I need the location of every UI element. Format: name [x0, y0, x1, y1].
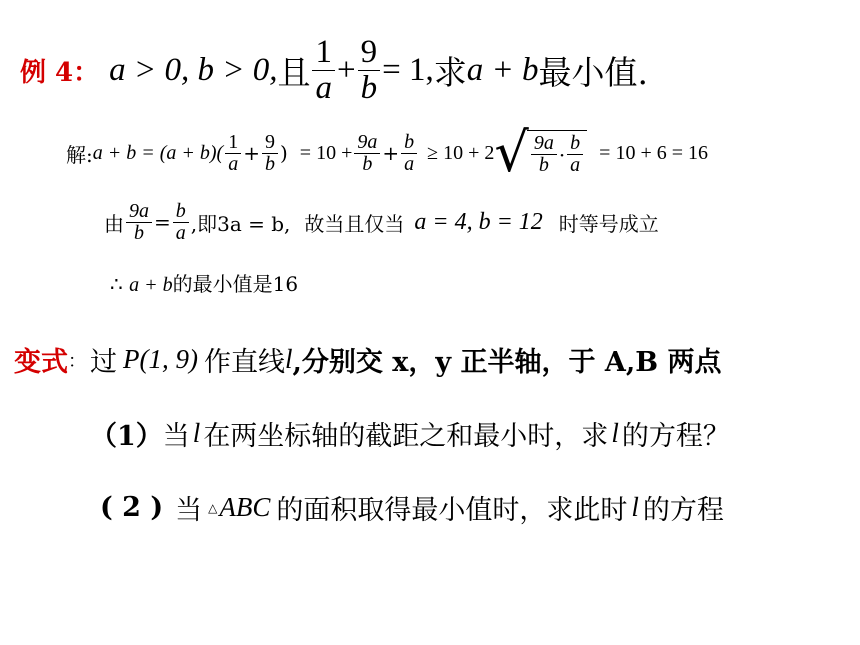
solution2-eq: =: [154, 210, 171, 234]
solution2-values: a = 4, b = 12: [414, 208, 543, 235]
solution-lead: 解:: [66, 142, 93, 167]
q1-t3: 的方程？: [621, 421, 730, 452]
example-cond1: a > 0, b > 0,: [109, 51, 278, 88]
example-ask-prefix: 求: [433, 52, 467, 92]
solution2-you: 由: [104, 211, 124, 236]
sqrt-icon: √: [494, 121, 529, 184]
solution-frac-1: $\frac{1}{a}$: [225, 132, 241, 175]
solution3-text: 的最小值是16: [172, 272, 299, 296]
variant-rest: 作直线: [203, 347, 285, 378]
solution-line-1: [66, 118, 708, 188]
q2-t2: 的面积取得最小值时，求此时: [276, 495, 628, 526]
q2-number: ( 2 ): [100, 492, 164, 523]
example-plus: +: [336, 51, 356, 88]
solution-line-2: [104, 190, 659, 254]
example-frac-2: $\frac{9}{b}$: [358, 35, 381, 105]
solution-frac-3: $\frac{9a}{b}$: [354, 132, 380, 175]
solution-radicand: $\frac{9a}{b}$ · $\frac{b}{a}$: [527, 130, 587, 176]
solution-plus: +: [243, 141, 260, 165]
solution-close: ): [279, 141, 288, 165]
variant-line: [14, 340, 721, 379]
q1-l2: l: [611, 418, 619, 448]
solution-expr-a: a + b = (a + b)(: [92, 141, 224, 164]
variant-label: 变式: [14, 347, 68, 378]
example-cond-and: 且: [277, 52, 311, 92]
question-1: [90, 414, 730, 453]
variant-l: l: [284, 344, 293, 374]
therefore-icon: ∴: [110, 272, 123, 296]
example-colon: ：: [73, 57, 100, 88]
solution-dot: ·: [558, 142, 566, 167]
solution2-hence: 故当且仅当: [304, 211, 405, 236]
question-2: [100, 488, 724, 527]
solution2-frac-1: $\frac{9a}{b}$: [126, 201, 152, 244]
example-label: 例 4: [20, 57, 74, 88]
solution2-tail: 时等号成立: [558, 211, 659, 236]
solution2-ji: ,即3a = b,: [190, 211, 291, 236]
solution-frac-2: $\frac{9}{b}$: [262, 132, 278, 175]
example-eq-one: = 1,: [382, 51, 434, 88]
solution-geq: ≥ 10 + 2: [427, 141, 495, 164]
solution-plus-2: +: [382, 141, 400, 165]
q1-t2: 在两坐标轴的截距之和最小时，求: [203, 421, 609, 452]
q1-t1: 当: [162, 421, 190, 452]
q2-l: l: [631, 492, 639, 522]
q2-t1: 当: [175, 495, 203, 526]
variant-tail: ,分别交 x，y 正半轴，于 A,B 两点: [292, 347, 722, 378]
example-line: [20, 22, 648, 118]
example-ask-expr: a + b: [466, 51, 539, 88]
q1-number: （1）: [90, 421, 163, 452]
q1-l1: l: [192, 418, 201, 448]
example-frac-1: $\frac{1}{a}$: [312, 35, 335, 105]
variant-guo: 过: [90, 347, 117, 378]
solution-eq-10: = 10 +: [299, 141, 353, 164]
q2-t3: 的方程: [642, 495, 724, 526]
solution-frac-4: $\frac{b}{a}$: [401, 132, 417, 175]
solution2-frac-2: $\frac{b}{a}$: [173, 201, 189, 244]
triangle-icon: △: [208, 500, 218, 515]
variant-point: P(1, 9): [123, 344, 198, 374]
solution-result: = 10 + 6 = 16: [599, 141, 709, 164]
q2-abc: ABC: [219, 492, 271, 522]
example-ask-suffix: 最小值.: [538, 52, 648, 92]
solution-sqrt: [494, 121, 587, 184]
variant-colon: ：: [68, 350, 86, 372]
solution-line-3: [110, 268, 298, 297]
solution3-expr: a + b: [129, 274, 173, 296]
